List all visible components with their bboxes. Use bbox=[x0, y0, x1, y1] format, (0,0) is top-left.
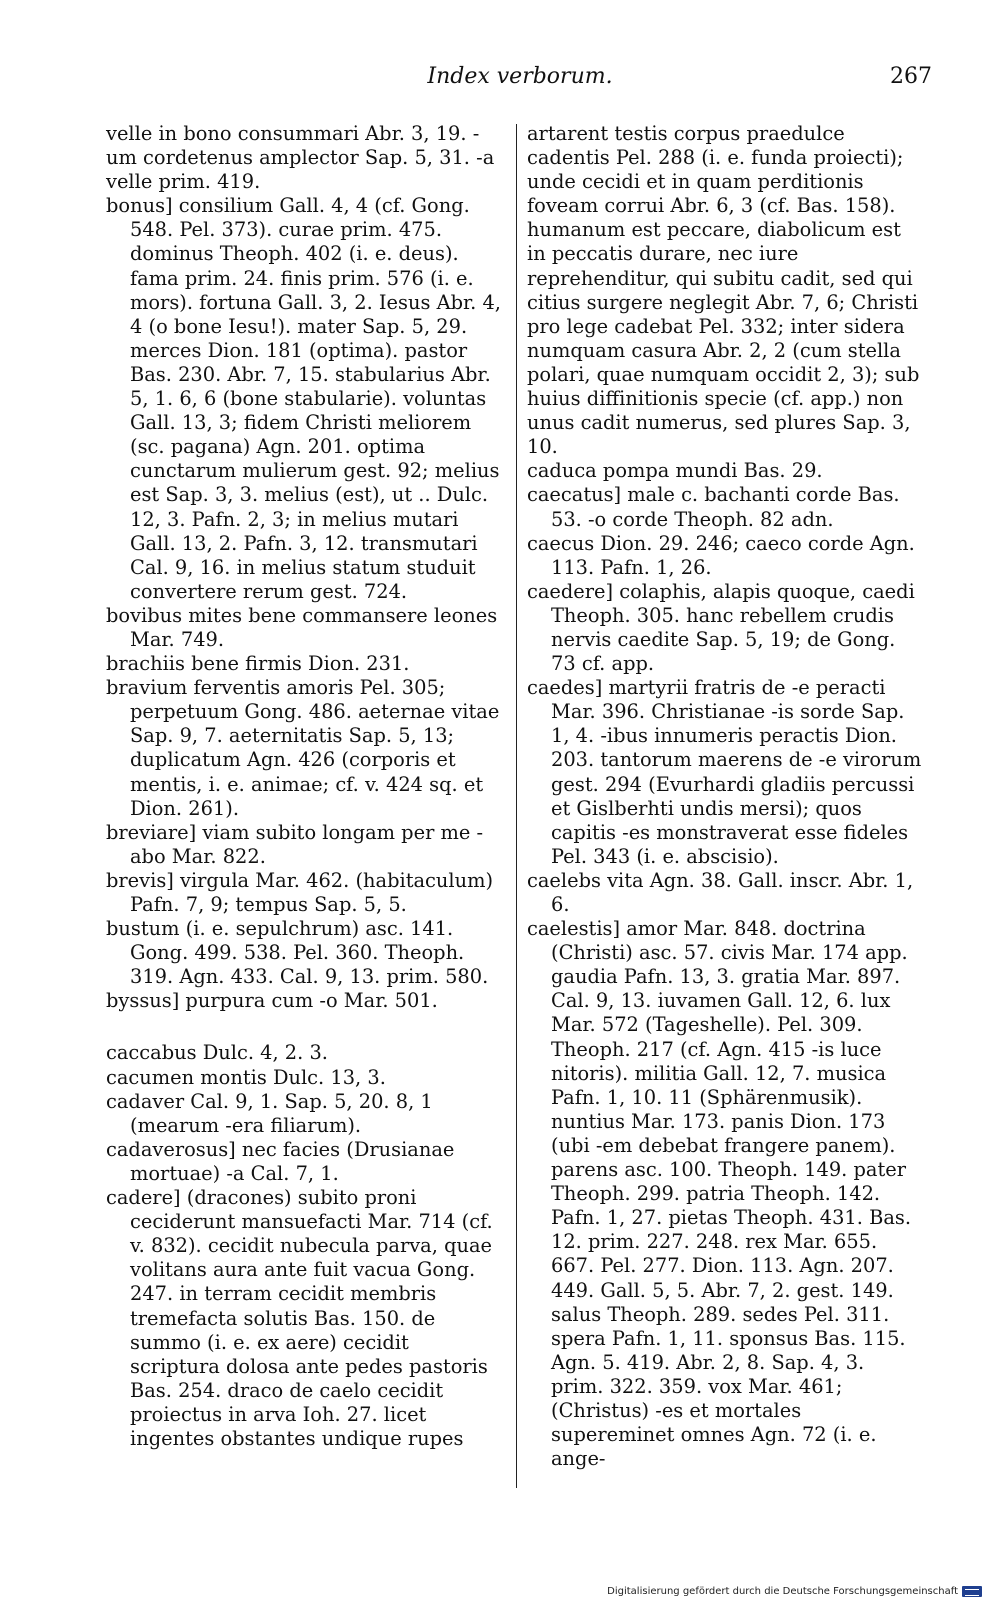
footer-credit bbox=[607, 1586, 982, 1597]
index-entry: breviare] viam subito longam per me -abo Mar. 822. bbox=[106, 820, 484, 868]
index-entry: cadaver Cal. 9, 1. Sap. 5, 20. 8, 1 (mearum -era filiarum). bbox=[106, 1089, 433, 1137]
index-entry: cadaverosus] nec facies (Drusianae mortuae) -a Cal. 7, 1. bbox=[106, 1137, 455, 1185]
index-entry: brachiis bene firmis Dion. 231. bbox=[106, 652, 410, 676]
index-entry: bravium ferventis amoris Pel. 305; perpetuum Gong. 486. aeternae vitae Sap. 9, 7. aeternitatis Sap. 5, 13; duplicatum Agn. 426 (corporis et mentis, i. e. animae; cf. v. 424 sq. et Dion. 261). bbox=[106, 676, 500, 820]
index-entry: cadere] (dracones) subito proni ceciderunt mansuefacti Mar. 714 (cf. v. 832). cecidit nubecula parva, quae volitans aura ante fuit vacua Gong. 247. in terram cecidit membris tremefacta solutis Bas. 150. de summo (i. e. ex aere) cecidit scriptura dolosa ante pedes pastoris Bas. 254. draco de caelo cecidit proiectus in arva Ioh. 27. licet ingentes obstantes undique rupes bbox=[106, 1186, 493, 1450]
index-entry: bovibus mites bene commansere leones Mar. 749. bbox=[106, 603, 498, 651]
page-number: 267 bbox=[890, 64, 932, 89]
index-entry: byssus] purpura cum -o Mar. 501. bbox=[106, 989, 438, 1013]
index-entry: caelebs vita Agn. 38. Gall. inscr. Abr. 1, 6. bbox=[527, 868, 914, 916]
index-entry: cacumen montis Dulc. 13, 3. bbox=[106, 1065, 386, 1089]
footer-text: Digitalisierung gefördert durch die Deutsche Forschungsgemeinschaft bbox=[607, 1586, 958, 1597]
page-header bbox=[108, 60, 932, 96]
dfg-logo-icon bbox=[962, 1586, 982, 1597]
index-entry: brevis] virgula Mar. 462. (habitaculum) Pafn. 7, 9; tempus Sap. 5, 5. bbox=[106, 868, 494, 916]
index-entry: velle in bono consummari Abr. 3, 19. -um cordetenus amplector Sap. 5, 31. -a velle prim. 419. bbox=[106, 122, 495, 194]
index-entry: bustum (i. e. sepulchrum) asc. 141. Gong. 499. 538. Pel. 360. Theoph. 319. Agn. 433. Cal. 9, 13. prim. 580. bbox=[106, 917, 489, 989]
index-entry: caedes] martyrii fratris de -e peracti Mar. 396. Christianae -is sorde Sap. 1, 4. -ibus innumeris peractis Dion. 203. tantorum maerens de -e virorum gest. 294 (Evurhardi gladiis percussi et Gislberhti undis mersi); quos capitis -es monstraverat esse fideles Pel. 343 (i. e. abscisio). bbox=[527, 676, 922, 868]
left-column bbox=[106, 122, 501, 1451]
index-entry: caelestis] amor Mar. 848. doctrina (Christi) asc. 57. civis Mar. 174 app. gaudia Pafn. 13, 3. gratia Mar. 897. Cal. 9, 13. iuvamen Gall. 12, 6. lux Mar. 572 (Tageshelle). Pel. 309. Theoph. 217 (cf. Agn. 415 -is luce nitoris). militia Gall. 12, 7. musica Pafn. 1, 10. 11 (Sphärenmusik). nuntius Mar. 173. panis Dion. 173 (ubi -em debebat frangere panem). parens asc. 100. Theoph. 149. pater Theoph. 299. patria Theoph. 142. Pafn. 1, 27. pietas Theoph. 431. Bas. 12. prim. 227. 248. rex Mar. 655. 667. Pel. 277. Dion. 113. Agn. 207. 449. Gall. 5, 5. Abr. 7, 2. gest. 149. salus Theoph. 289. sedes Pel. 311. spera Pafn. 1, 11. sponsus Bas. 115. Agn. 5. 419. Abr. 2, 8. Sap. 4, 3. prim. 322. 359. vox Mar. 461; (Christus) -es et mortales supereminet omnes Agn. 72 (i. e. ange- bbox=[527, 917, 912, 1471]
index-entry: caecatus] male c. bachanti corde Bas. 53. -o corde Theoph. 82 adn. bbox=[527, 483, 900, 531]
index-entry: artarent testis corpus praedulce cadentis Pel. 288 (i. e. funda proiecti); unde cecidi et in quam perditionis foveam corrui Abr. 6, 3 (cf. Bas. 158). humanum est peccare, diabolicum est in peccatis durare, nec iure reprehenditur, qui subitu cadit, sed qui citius surgere neglegit Abr. 7, 6; Christi pro lege cadebat Pel. 332; inter sidera numquam casura Abr. 2, 2 (cum stella polari, quae numquam occidit 2, 3); sub huius diffinitionis specie (cf. app.) non unus cadit numerus, sed plures Sap. 3, 10. bbox=[527, 122, 920, 459]
column-divider bbox=[516, 124, 517, 1488]
running-title: Index verborum. bbox=[427, 64, 613, 89]
index-entry: caedere] colaphis, alapis quoque, caedi Theoph. 305. hanc rebellem crudis nervis caedite Sap. 5, 19; de Gong. 73 cf. app. bbox=[527, 579, 915, 676]
index-entry: caecus Dion. 29. 246; caeco corde Agn. 113. Pafn. 1, 26. bbox=[527, 531, 915, 579]
right-column bbox=[527, 122, 922, 1471]
index-entry: caccabus Dulc. 4, 2. 3. bbox=[106, 1041, 328, 1065]
index-entry: bonus] consilium Gall. 4, 4 (cf. Gong. 548. Pel. 373). curae prim. 475. dominus Theoph. 402 (i. e. deus). fama prim. 24. finis prim. 576 (i. e. mors). fortuna Gall. 3, 2. Iesus Abr. 4, 4 (o bone Iesu!). mater Sap. 5, 29. merces Dion. 181 (optima). pastor Bas. 230. Abr. 7, 15. stabularius Abr. 5, 1. 6, 6 (bone stabularie). voluntas Gall. 13, 3; fidem Christi meliorem (sc. pagana) Agn. 201. optima cunctarum mulierum gest. 92; melius est Sap. 3, 3. melius (est), ut .. Dulc. 12, 3. Pafn. 2, 3; in melius mutari Gall. 13, 2. Pafn. 3, 12. transmutari Cal. 9, 16. in melius statum studuit convertere rerum gest. 724. bbox=[106, 194, 501, 603]
index-entry: caduca pompa mundi Bas. 29. bbox=[527, 459, 823, 483]
